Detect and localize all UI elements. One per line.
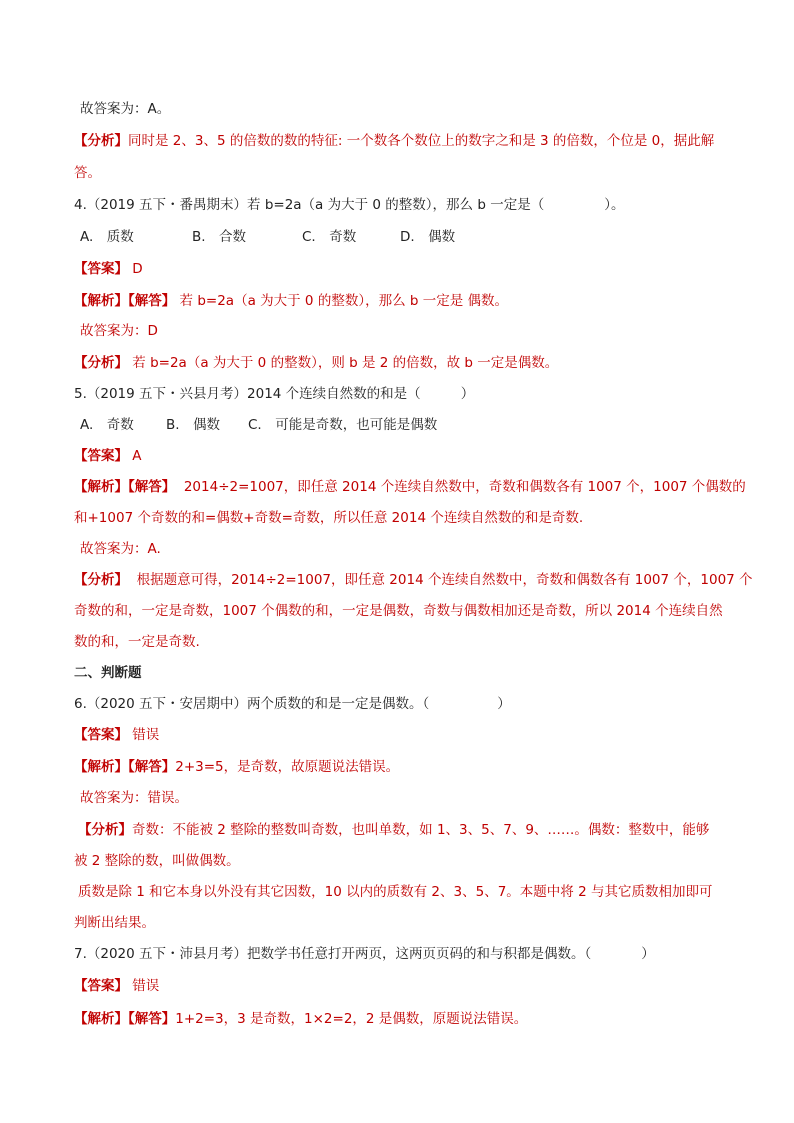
- q5-answer-value: A: [132, 448, 142, 464]
- explanation-tag: 【解析】【解答】: [74, 1011, 176, 1027]
- q6-stem-text: 6.（2020 五下・安居期中）两个质数的和是一定是偶数。（: [74, 696, 430, 712]
- analysis-text: 同时是 2、3、5 的倍数的数的特征: 一个数各个数位上的数字之和是 3 的倍数，个位是 0，据此解: [128, 133, 715, 149]
- q5-explanation-text: 2014÷2=1007，即任意 2014 个连续自然数中，奇数和偶数各有 1007 个，1007 个偶数的: [183, 479, 746, 495]
- q5-options: [80, 415, 437, 435]
- analysis-tag: 【分析】: [74, 572, 128, 588]
- q6-analysis-cont-1: 被 2 整除的数，叫做偶数。: [74, 853, 240, 869]
- explanation-tag: 【解析】【解答】: [74, 759, 176, 775]
- q7-stem-text: 7.（2020 五下・沛县月考）把数学书任意打开两页，这两页页码的和与积都是偶数。（: [74, 946, 592, 962]
- q3-analysis-cont: 答。: [74, 165, 101, 181]
- q4-option-c: C. 奇数: [302, 229, 357, 245]
- q6-explanation-text: 2+3=5，是奇数，故原题说法错误。: [175, 759, 400, 775]
- q5-explanation: [74, 477, 746, 497]
- section-heading: 二、判断题: [74, 665, 142, 681]
- q5-analysis: [74, 570, 753, 590]
- q5-option-b: B. 偶数: [166, 417, 221, 433]
- q5-stem: [74, 384, 474, 404]
- q6-analysis-cont-2: 质数是除 1 和它本身以外没有其它因数，10 以内的质数有 2、3、5、7。本题中将 2 与其它质数相加即可: [78, 884, 713, 900]
- q7-explanation: [74, 1009, 527, 1029]
- q7-answer: [74, 976, 159, 996]
- analysis-tag: 【分析】: [78, 822, 132, 838]
- q5-analysis-cont-2: 数的和，一定是奇数.: [74, 634, 200, 650]
- q4-analysis: [74, 353, 558, 373]
- q5-stem-text: 5.（2019 五下・兴县月考）2014 个连续自然数的和是（: [74, 386, 421, 402]
- q6-final-answer: 故答案为：错误。: [80, 790, 188, 806]
- q4-option-a: A. 质数: [80, 229, 134, 245]
- q6-analysis-text: 奇数：不能被 2 整除的整数叫奇数，也叫单数，如 1、3、5、7、9、……。偶数：整数中，能够: [132, 822, 710, 838]
- q6-answer-value: 错误: [132, 727, 160, 743]
- analysis-tag: 【分析】: [74, 355, 128, 371]
- q6-analysis-cont-3: 判断出结果。: [74, 915, 155, 931]
- q3-analysis: [74, 131, 714, 151]
- q6-answer: [74, 725, 159, 745]
- q4-answer: [74, 259, 143, 279]
- q5-final-answer: 故答案为：A.: [80, 541, 161, 557]
- q5-option-c: C. 可能是奇数，也可能是偶数: [248, 417, 438, 433]
- analysis-tag: 【分析】: [74, 133, 128, 149]
- q6-explanation: [74, 757, 399, 777]
- answer-tag: 【答案】: [74, 448, 128, 464]
- q5-option-a: A. 奇数: [80, 417, 134, 433]
- q7-explanation-text: 1+2=3，3 是奇数，1×2=2，2 是偶数，原题说法错误。: [175, 1011, 528, 1027]
- q4-answer-value: D: [132, 261, 143, 277]
- q4-options: [80, 227, 455, 247]
- q7-stem: [74, 944, 655, 964]
- q4-option-b: B. 合数: [192, 229, 247, 245]
- q4-explanation-text: 若 b=2a（a 为大于 0 的整数），那么 b 一定是 偶数。: [179, 293, 509, 309]
- explanation-tag: 【解析】【解答】: [74, 293, 176, 309]
- q4-final-answer: 故答案为：D: [80, 323, 158, 339]
- q4-explanation: [74, 291, 508, 311]
- q4-analysis-text: 若 b=2a（a 为大于 0 的整数），则 b 是 2 的倍数，故 b 一定是偶数。: [132, 355, 559, 371]
- answer-tag: 【答案】: [74, 261, 128, 277]
- q4-stem-close: ）。: [604, 197, 625, 213]
- q6-analysis: [78, 820, 709, 840]
- q4-stem: [74, 195, 624, 215]
- q7-stem-close: ）: [641, 946, 655, 962]
- answer-tag: 【答案】: [74, 978, 128, 994]
- q6-stem: [74, 694, 511, 714]
- q4-stem-text: 4.（2019 五下・番禺期末）若 b=2a（a 为大于 0 的整数），那么 b 一定是（: [74, 197, 545, 213]
- q5-answer: [74, 446, 142, 466]
- q4-option-d: D. 偶数: [400, 229, 456, 245]
- explanation-tag: 【解析】【解答】: [74, 479, 176, 495]
- q5-explanation-cont: 和+1007 个奇数的和=偶数+奇数=奇数，所以任意 2014 个连续自然数的和是奇数.: [74, 510, 584, 526]
- q5-analysis-text: 根据题意可得，2014÷2=1007，即任意 2014 个连续自然数中，奇数和偶数各有 1007 个，1007 个: [136, 572, 753, 588]
- q6-stem-close: ）: [497, 696, 511, 712]
- answer-tag: 【答案】: [74, 727, 128, 743]
- q5-analysis-cont-1: 奇数的和，一定是奇数，1007 个偶数的和，一定是偶数，奇数与偶数相加还是奇数，所以 2014 个连续自然: [74, 603, 723, 619]
- q5-stem-close: ）: [460, 386, 475, 402]
- q3-final-answer: 故答案为：A。: [80, 101, 171, 117]
- q7-answer-value: 错误: [132, 978, 160, 994]
